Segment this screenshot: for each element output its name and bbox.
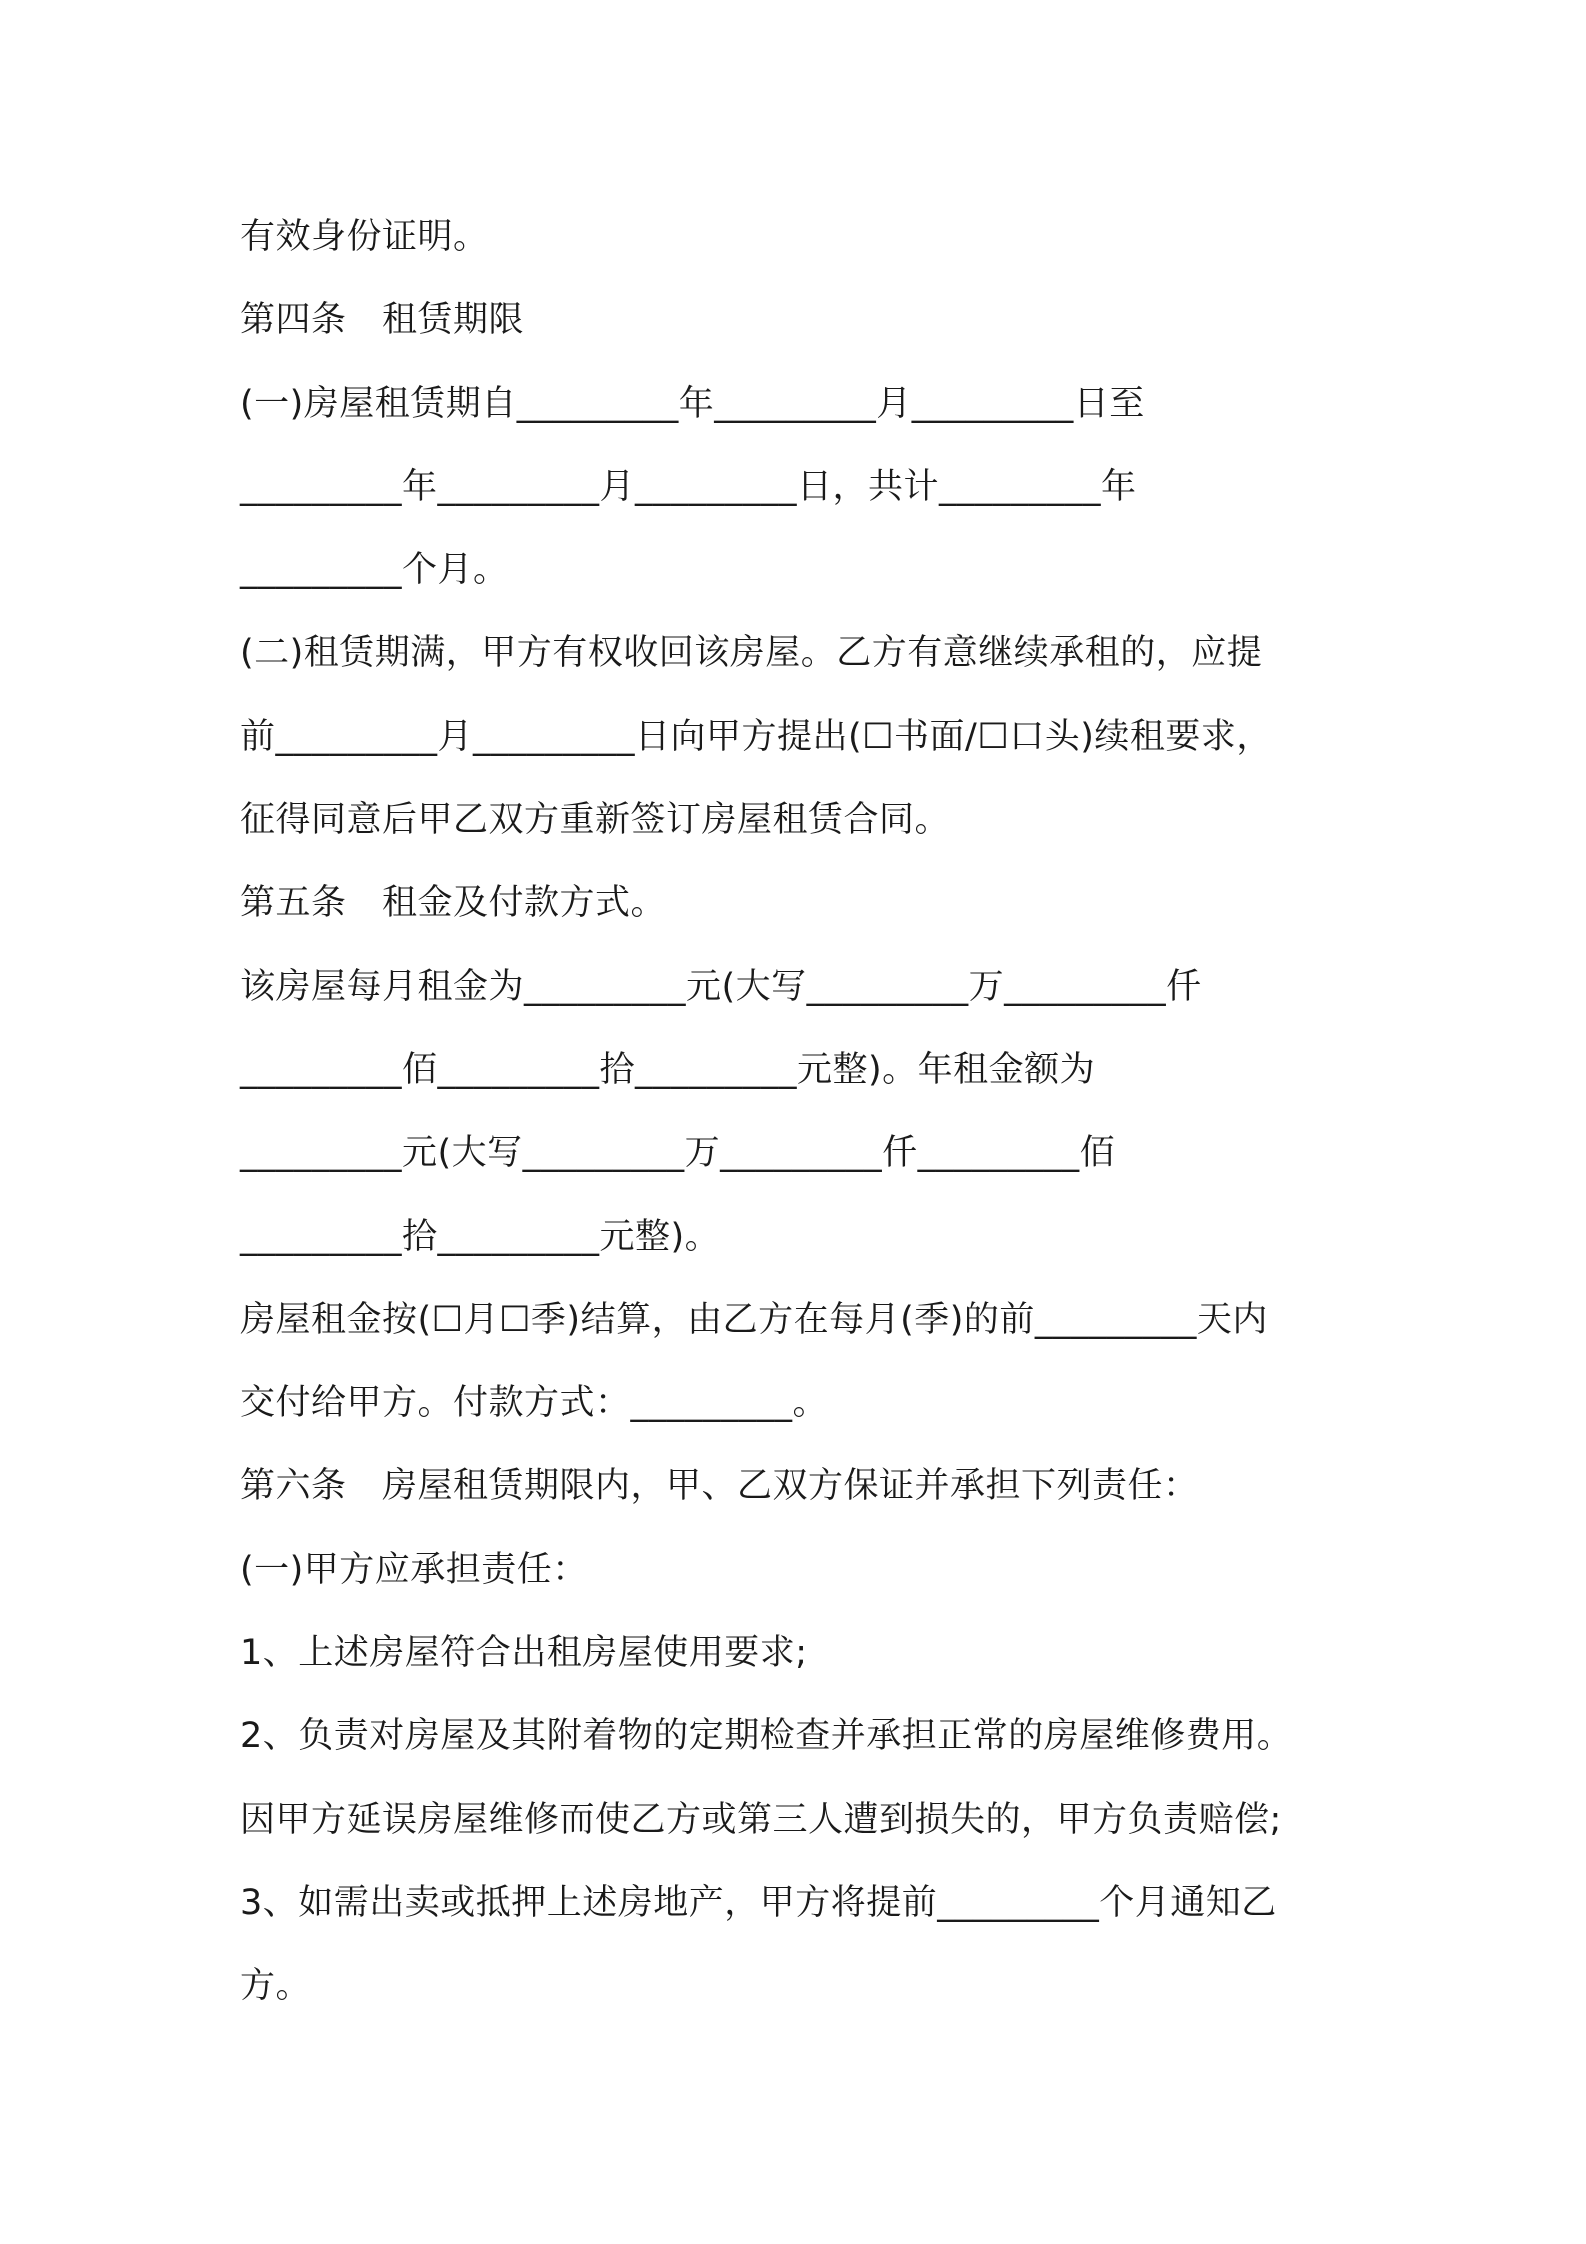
text-line: _________年_________月_________日，共计_________年 bbox=[240, 466, 1137, 507]
text-line: (一)甲方应承担责任： bbox=[240, 1549, 588, 1590]
text-line: 前_________月_________日向甲方提出(☐书面/☐口头)续租要求， bbox=[240, 716, 1272, 757]
text-line: _________元(大写_________万_________仟_________佰 bbox=[240, 1133, 1116, 1174]
article-4-heading: 第四条 租赁期限 bbox=[240, 300, 525, 341]
text-line: 因甲方延误房屋维修而使乙方或第三人遭到损失的，甲方负责赔偿; bbox=[240, 1799, 1282, 1840]
text-line: 方。 bbox=[240, 1966, 312, 2007]
text-line: 有效身份证明。 bbox=[240, 217, 489, 257]
text-line: 该房屋每月租金为_________元(大写_________万_________仟 bbox=[240, 966, 1202, 1007]
text-line: 1、上述房屋符合出租房屋使用要求; bbox=[240, 1633, 808, 1674]
text-line: _________个月。 bbox=[240, 550, 509, 591]
text-line: 3、如需出卖或抵押上述房地产，甲方将提前_________个月通知乙 bbox=[240, 1882, 1277, 1923]
text-line: 房屋租金按(☐月☐季)结算，由乙方在每月(季)的前_________天内 bbox=[240, 1299, 1268, 1340]
text-line: (二)租赁期满，甲方有权收回该房屋。乙方有意继续承租的，应提 bbox=[240, 633, 1263, 674]
text-line: (一)房屋租赁期自_________年_________月_________日至 bbox=[240, 383, 1145, 424]
text-line: 2、负责对房屋及其附着物的定期检查并承担正常的房屋维修费用。 bbox=[240, 1716, 1293, 1757]
text-line: 征得同意后甲乙双方重新签订房屋租赁合同。 bbox=[240, 800, 951, 841]
text-line: 交付给甲方。付款方式：_________。 bbox=[240, 1383, 829, 1424]
text-line: _________拾_________元整)。 bbox=[240, 1216, 721, 1257]
document-body bbox=[240, 196, 1370, 2029]
article-6-heading: 第六条 房屋租赁期限内，甲、乙双方保证并承担下列责任： bbox=[240, 1466, 1199, 1507]
article-5-heading: 第五条 租金及付款方式。 bbox=[240, 883, 667, 924]
text-line: _________佰_________拾_________元整)。年租金额为 bbox=[240, 1049, 1096, 1090]
